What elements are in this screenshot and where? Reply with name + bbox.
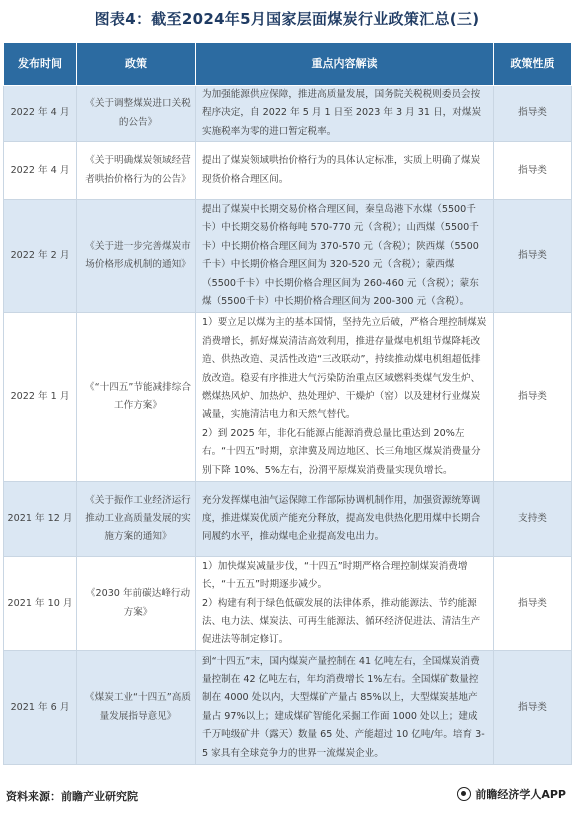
row-policy: 《关于进一步完善煤炭市场价格形成机制的通知》 xyxy=(77,200,196,313)
row-date: 2022 年 1 月 xyxy=(4,313,77,482)
row-nature: 指导类 xyxy=(494,313,572,482)
header-policy: 政策 xyxy=(77,43,196,86)
row-nature: 指导类 xyxy=(494,86,572,142)
row-content: 提出了煤炭领域哄抬价格行为的具体认定标准，实质上明确了煤炭现货价格合理区间。 xyxy=(196,142,494,200)
table-row xyxy=(4,313,572,482)
row-date: 2022 年 2 月 xyxy=(4,200,77,313)
row-nature: 指导类 xyxy=(494,200,572,313)
row-content: 为加强能源供应保障，推进高质量发展，国务院关税税则委员会按程序决定，自 2022 年 5 月 1 日至 2023 年 3 月 31 日，对煤炭实施税率为零的进口暂定税率。 xyxy=(196,86,494,142)
row-policy: 《关于调整煤炭进口关税的公告》 xyxy=(77,86,196,142)
row-date: 2022 年 4 月 xyxy=(4,142,77,200)
row-policy: 《煤炭工业“十四五”高质量发展指导意见》 xyxy=(77,651,196,765)
header-content: 重点内容解读 xyxy=(196,43,494,86)
footer xyxy=(0,780,574,814)
qianzhan-logo-icon xyxy=(457,787,471,801)
header-date: 发布时间 xyxy=(4,43,77,86)
table-row xyxy=(4,557,572,651)
row-content: 提出了煤炭中长期交易价格合理区间，秦皇岛港下水煤（5500千卡）中长期交易价格每吨 570-770 元（含税）；山西煤（5500千卡）中长期价格合理区间为 370-570 元（含税）；陕西煤（5500千卡）中长期价格合理区间为 320-520 元（含税）；蒙西煤（5500千卡）中长期价格合理区间为 260-460 元（含税）；蒙东煤（5500千卡）中长期价格合理区间为 200-300 元（含税）。 xyxy=(196,200,494,313)
row-nature: 指导类 xyxy=(494,651,572,765)
row-nature: 指导类 xyxy=(494,557,572,651)
brand xyxy=(457,786,566,802)
row-policy: 《关于明确煤炭领域经营者哄抬价格行为的公告》 xyxy=(77,142,196,200)
table-row xyxy=(4,86,572,142)
row-date: 2021 年 6 月 xyxy=(4,651,77,765)
row-content: 1）要立足以煤为主的基本国情，坚持先立后破，严格合理控制煤炭消费增长，抓好煤炭清洁高效利用，推进存量煤电机组节煤降耗改造、供热改造、灵活性改造“三改联动”，持续推动煤电机组超低排放改造。稳妥有序推进大气污染防治重点区域燃料类煤气发生炉、燃煤热风炉、加热炉、热处理炉、干燥炉（窑）以及建材行业煤炭减量，实施清洁电力和天然气替代。 2）到 2025 年，非化石能源占能源消费总量比重达到 20%左右。“十四五”时期，京津冀及周边地区、长三角地区煤炭消费量分别下降 10%、5%左右，汾渭平原煤炭消费量实现负增长。 xyxy=(196,313,494,482)
table-row xyxy=(4,142,572,200)
row-content: 充分发挥煤电油气运保障工作部际协调机制作用，加强资源统筹调度，推进煤炭优质产能充分释放，提高发电供热化肥用煤中长期合同履约水平，推动煤电企业提高发电出力。 xyxy=(196,482,494,557)
row-policy: 《2030 年前碳达峰行动方案》 xyxy=(77,557,196,651)
source-note: 资料来源：前瞻产业研究院 xyxy=(6,790,138,803)
row-date: 2022 年 4 月 xyxy=(4,86,77,142)
row-policy: 《“十四五”节能减排综合工作方案》 xyxy=(77,313,196,482)
table-header-row xyxy=(4,43,572,86)
row-content: 1）加快煤炭减量步伐，“十四五”时期严格合理控制煤炭消费增长，“十五五”时期逐步减少。 2）构建有利于绿色低碳发展的法律体系，推动能源法、节约能源法、电力法、煤炭法、可再生能源法、循环经济促进法、清洁生产促进法等制定修订。 xyxy=(196,557,494,651)
table-row xyxy=(4,482,572,557)
row-nature: 指导类 xyxy=(494,142,572,200)
table-row xyxy=(4,651,572,765)
policy-table xyxy=(3,42,572,765)
row-nature: 支持类 xyxy=(494,482,572,557)
chart-title: 图表4：截至2024年5月国家层面煤炭行业政策汇总(三) xyxy=(94,10,480,28)
row-date: 2021 年 12 月 xyxy=(4,482,77,557)
header-nature: 政策性质 xyxy=(494,43,572,86)
row-date: 2021 年 10 月 xyxy=(4,557,77,651)
row-policy: 《关于振作工业经济运行 推动工业高质量发展的实施方案的通知》 xyxy=(77,482,196,557)
brand-label: 前瞻经济学人APP xyxy=(475,788,566,801)
table-row xyxy=(4,200,572,313)
row-content: 到“十四五”末，国内煤炭产量控制在 41 亿吨左右，全国煤炭消费量控制在 42 亿吨左右，年均消费增长 1%左右。全国煤矿数量控制在 4000 处以内，大型煤矿产量占 85%以上，大型煤炭基地产量占 97%以上；建成煤矿智能化采掘工作面 1000 处以上；建成千万吨级矿井（露天）数量 65 处、产能超过 10 亿吨/年。培育 3-5 家具有全球竞争力的世界一流煤炭企业。 xyxy=(196,651,494,765)
